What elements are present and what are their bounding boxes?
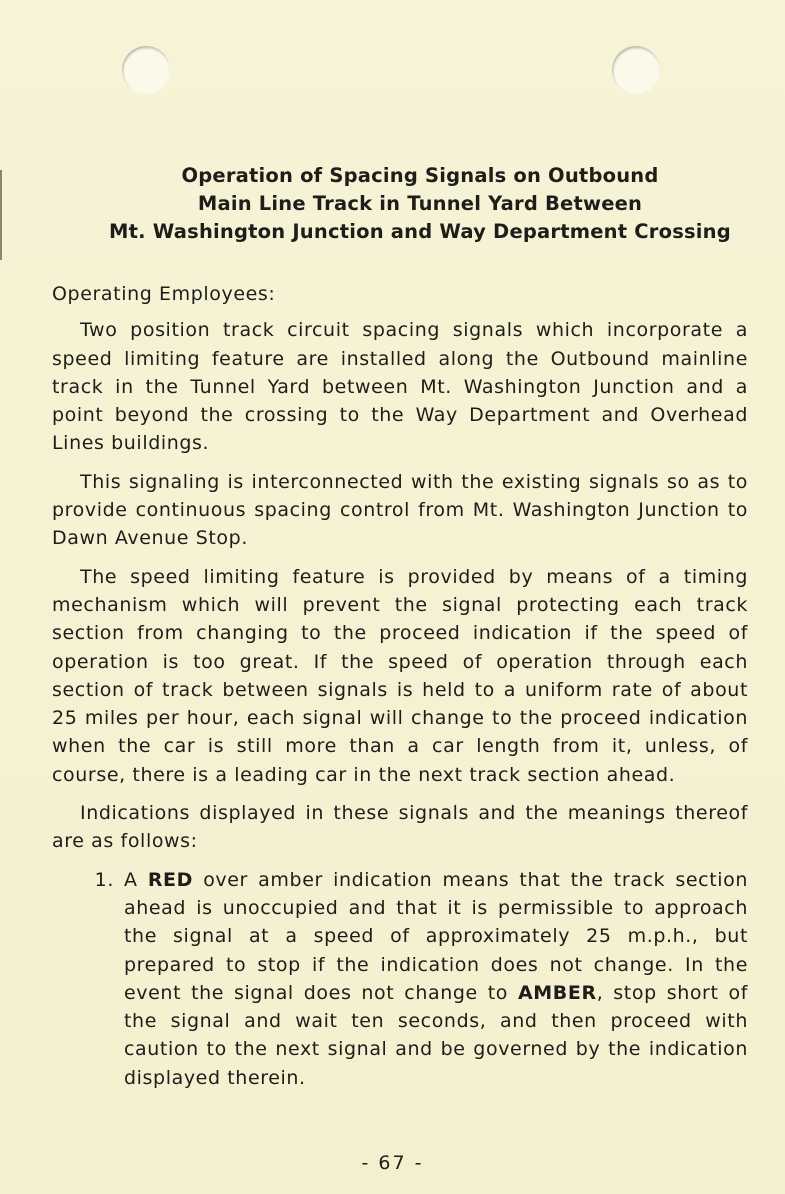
item-text-part: over amber indication means that the track section ahead is unoccupied and that it is permissible to approach the signal at a speed of approximately 25 m.p.h., but prepared to stop if the indication does not change. In the event the signal does not change to	[124, 868, 748, 1004]
page-number: - 67 -	[361, 1152, 424, 1174]
list-item	[52, 866, 748, 1092]
document-body	[52, 280, 748, 1092]
paragraph-3: The speed limiting feature is provided by means of a timing mechanism which will prevent the signal protecting each track section from changing to the proceed indication if the speed of operation is too great. If the speed of operation through each section of track between signals is held to a uniform rate of about 25 miles per hour, each signal will change to the proceed indication when the car is still more than a car length from it, unless, of course, there is a leading car in the next track section ahead.	[52, 565, 748, 786]
item-text-part: , stop short of the signal and wait ten seconds, and then proceed with caution to the next signal and be governed by the indication displayed therein.	[124, 981, 748, 1089]
punch-hole-left	[122, 46, 170, 94]
list-item-number: 1.	[94, 868, 114, 891]
paragraph-2: This signaling is interconnected with the existing signals so as to provide continuous spacing control from Mt. Washington Junction to Dawn Avenue Stop.	[52, 470, 748, 550]
item-text-part: A	[124, 868, 148, 891]
page-title	[60, 162, 780, 246]
amber-keyword: AMBER	[518, 981, 597, 1004]
punch-hole-right	[612, 46, 660, 94]
edge-mark	[0, 170, 2, 260]
paragraph-4: Indications displayed in these signals and the meanings thereof are as follows:	[52, 802, 748, 853]
list-item-text	[124, 866, 748, 1092]
title-line-3: Mt. Washington Junction and Way Department Crossing	[109, 220, 731, 243]
title-line-1: Operation of Spacing Signals on Outbound	[181, 164, 659, 187]
section-heading: Operating Employees:	[52, 283, 276, 305]
title-line-2: Main Line Track in Tunnel Yard Between	[197, 192, 643, 215]
red-keyword: RED	[147, 868, 193, 891]
paragraph-1: Two position track circuit spacing signals which incorporate a speed limiting feature are installed along the Outbound mainline track in the Tunnel Yard between Mt. Washington Junction and a point beyond the crossing to the Way Department and Overhead Lines buildings.	[52, 319, 748, 455]
